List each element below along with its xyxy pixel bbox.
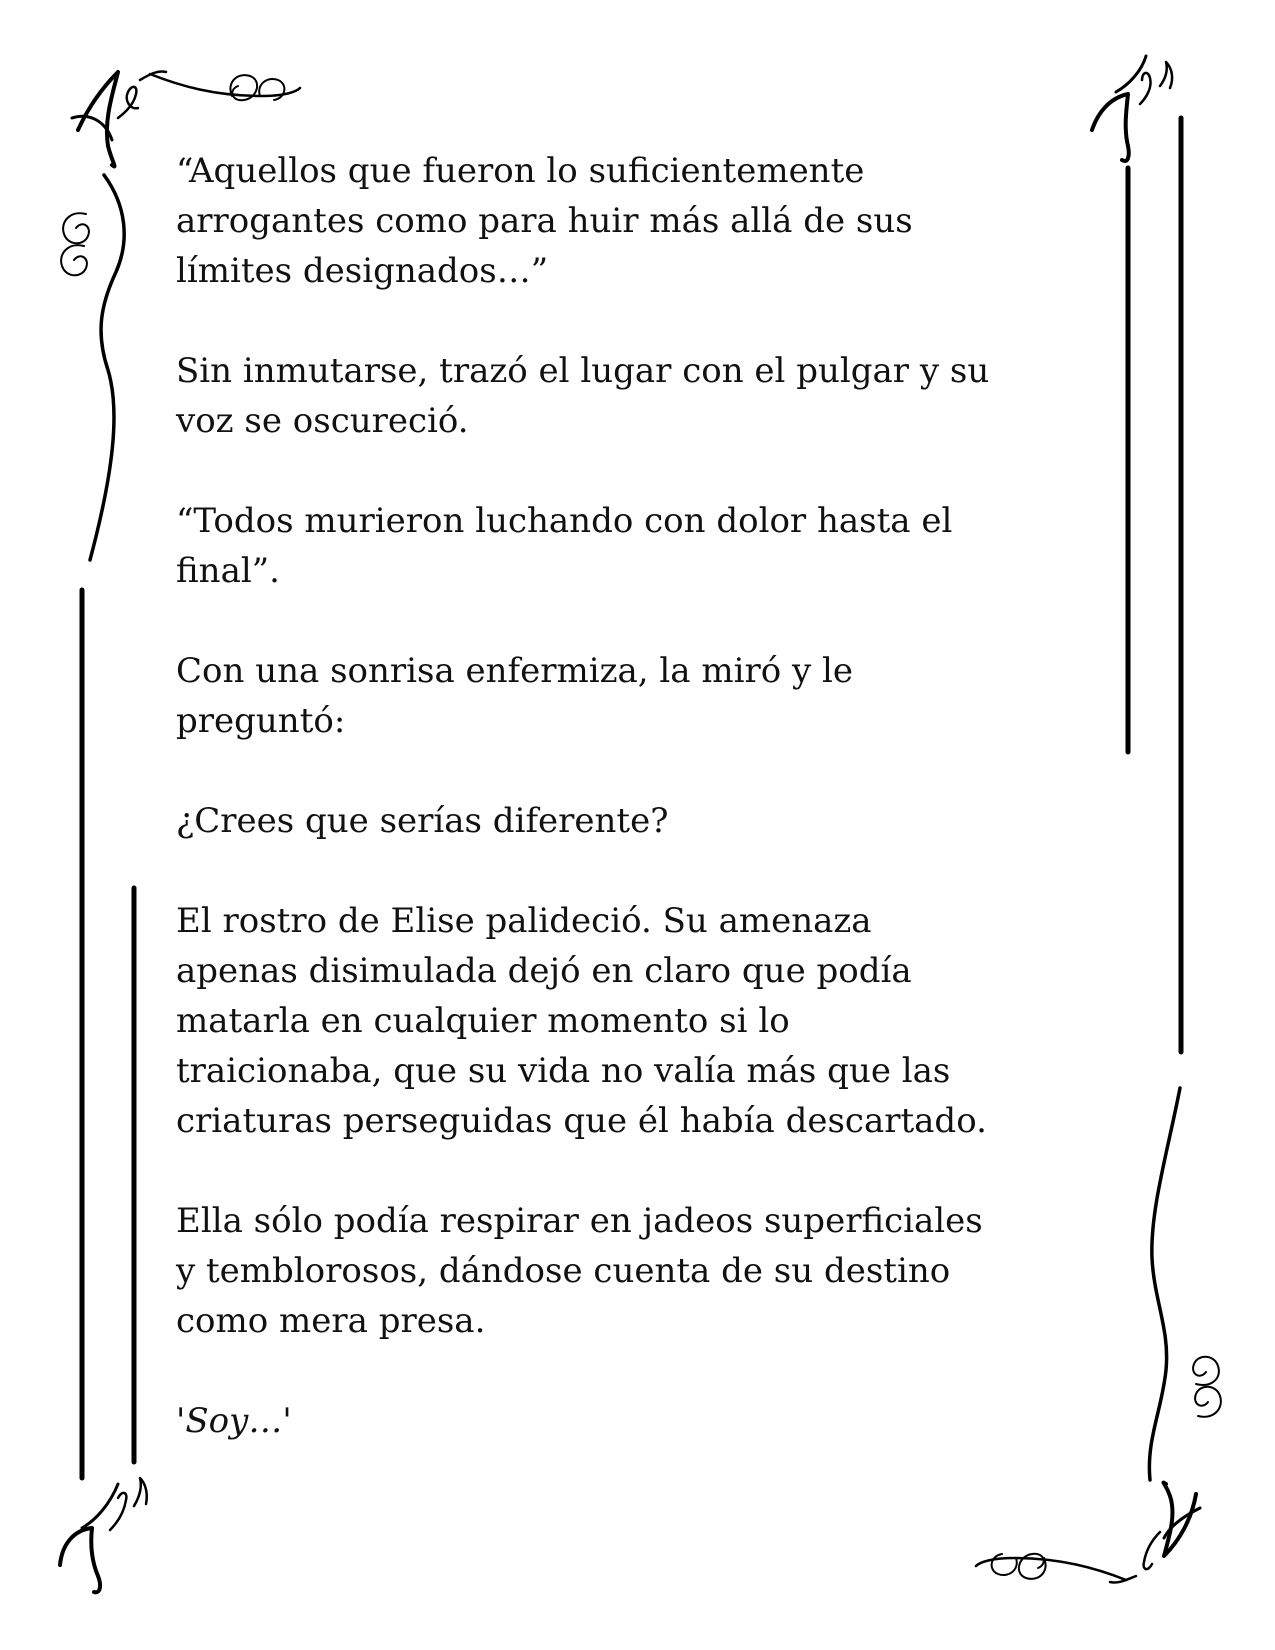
paragraph: “Aquellos que fueron lo suficientemente arrogantes como para huir más allá de sus límites designados…” [176, 151, 913, 291]
body-text [176, 146, 1106, 1496]
paragraph: Ella sólo podía respirar en jadeos superficiales y temblorosos, dándose cuenta de su destino como mera presa. [176, 1201, 983, 1341]
right-vine-curve [1149, 1088, 1180, 1480]
bottom-right-flourish-icon [976, 1483, 1200, 1583]
paragraph: “Todos murieron luchando con dolor hasta el final”. [176, 501, 953, 591]
left-spiral-icon [61, 213, 89, 275]
bottom-left-flourish-icon [60, 1478, 147, 1592]
paragraph: ¿Crees que serías diferente? [176, 801, 669, 841]
paragraph: El rostro de Elise palideció. Su amenaza apenas disimulada dejó en claro que podía matarla en cualquier momento si lo traicionaba, que su vida no valía más que las criaturas perseguidas que él había descartado. [176, 901, 987, 1141]
thought-paragraph: 'Soy…' [176, 1401, 292, 1441]
left-vine-curve [90, 175, 124, 560]
paragraph: Sin inmutarse, trazó el lugar con el pulgar y su voz se oscureció. [176, 351, 990, 441]
right-spiral-icon [1193, 1357, 1221, 1417]
paragraph: Con una sonrisa enfermiza, la miró y le preguntó: [176, 651, 854, 741]
